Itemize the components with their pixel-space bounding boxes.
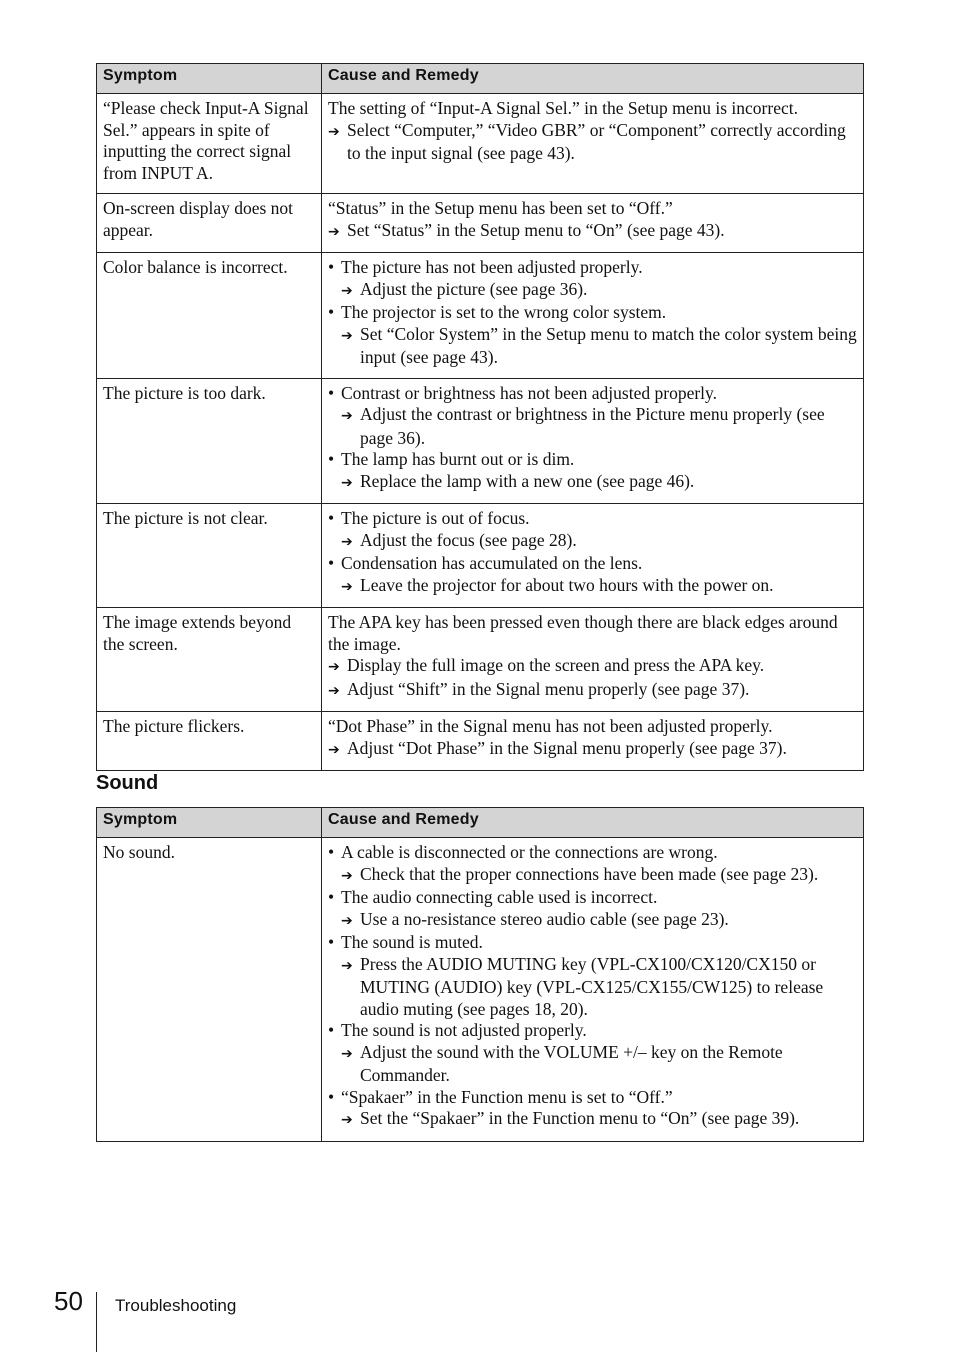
arrow-icon: ➔ xyxy=(328,659,340,675)
footer-divider xyxy=(96,1292,97,1352)
table-header-row xyxy=(97,64,864,94)
line-text: The projector is set to the wrong color system. xyxy=(341,302,667,322)
bullet-icon: • xyxy=(328,932,335,952)
remedy-line xyxy=(328,279,857,303)
table-row xyxy=(97,253,864,379)
arrow-icon: ➔ xyxy=(341,327,353,344)
symptom-cell: “Please check Input-A Signal Sel.” appears in spite of inputting the correct signal from INPUT A. xyxy=(97,94,322,194)
table-row xyxy=(97,378,864,504)
line-text: Adjust the contrast or brightness in the Picture menu properly (see page 36). xyxy=(360,404,825,448)
cause-line xyxy=(328,612,857,655)
remedy-line xyxy=(328,655,857,679)
cause-remedy-column-header: Cause and Remedy xyxy=(322,808,864,838)
line-text: The picture has not been adjusted properly. xyxy=(341,257,643,277)
arrow-icon: ➔ xyxy=(341,408,353,424)
cause-line xyxy=(328,716,857,738)
cause-remedy-cell xyxy=(322,712,864,771)
line-text: “Status” in the Setup menu has been set to “Off.” xyxy=(328,198,673,218)
arrow-icon: ➔ xyxy=(328,223,340,240)
line-text: Adjust “Dot Phase” in the Signal menu properly (see page 37). xyxy=(347,737,787,758)
cause-remedy-column-header: Cause and Remedy xyxy=(322,64,864,94)
line-text: “Dot Phase” in the Signal menu has not been adjusted properly. xyxy=(328,716,773,736)
symptom-cell: No sound. xyxy=(97,838,322,1142)
cause-remedy-cell xyxy=(322,194,864,253)
remedy-line xyxy=(328,471,857,495)
table-row xyxy=(97,608,864,712)
line-text: Contrast or brightness has not been adjusted properly. xyxy=(341,382,718,403)
remedy-line xyxy=(328,324,857,369)
arrow-icon: ➔ xyxy=(341,867,353,884)
symptom-cell: On-screen display does not appear. xyxy=(97,194,322,253)
bullet-icon: • xyxy=(328,1086,335,1107)
symptom-cell: The picture is too dark. xyxy=(97,378,322,504)
arrow-icon: ➔ xyxy=(328,682,340,699)
table-header-row xyxy=(97,808,864,838)
cause-bullet xyxy=(328,449,857,471)
bullet-icon: • xyxy=(328,449,335,469)
line-text: The picture is out of focus. xyxy=(341,508,530,528)
table-row xyxy=(97,504,864,608)
symptom-column-header: Symptom xyxy=(97,808,322,838)
page-number: 50 xyxy=(54,1286,83,1316)
remedy-line xyxy=(328,864,857,888)
sound-section-heading: Sound xyxy=(96,772,159,794)
cause-line xyxy=(328,98,857,120)
table-row xyxy=(97,712,864,771)
bullet-icon: • xyxy=(328,302,335,322)
cause-line xyxy=(328,198,857,220)
bullet-icon: • xyxy=(328,1020,335,1040)
line-text: The lamp has burnt out or is dim. xyxy=(341,449,575,469)
remedy-line xyxy=(328,530,857,554)
arrow-icon: ➔ xyxy=(328,123,340,140)
remedy-line xyxy=(328,575,857,599)
arrow-icon: ➔ xyxy=(341,282,353,299)
remedy-line xyxy=(328,220,857,244)
line-text: Select “Computer,” “Video GBR” or “Component” correctly according to the input signal (see page 43). xyxy=(347,119,846,163)
cause-bullet xyxy=(328,383,857,405)
bullet-icon: • xyxy=(328,257,335,277)
bullet-icon: • xyxy=(328,887,335,907)
remedy-line xyxy=(328,738,857,762)
arrow-icon: ➔ xyxy=(341,533,353,550)
line-text: The setting of “Input-A Signal Sel.” in the Setup menu is incorrect. xyxy=(328,98,798,118)
cause-remedy-cell xyxy=(322,608,864,712)
cause-bullet xyxy=(328,932,857,954)
line-text: Leave the projector for about two hours with the power on. xyxy=(360,574,774,595)
line-text: The sound is muted. xyxy=(341,932,483,952)
line-text: Adjust the picture (see page 36). xyxy=(360,278,588,299)
table-row xyxy=(97,194,864,253)
line-text: Set the “Spakaer” in the Function menu to “On” (see page 39). xyxy=(360,1108,800,1128)
table-row xyxy=(97,94,864,194)
line-text: A cable is disconnected or the connections are wrong. xyxy=(341,842,718,862)
cause-bullet xyxy=(328,553,857,575)
line-text: Set “Status” in the Setup menu to “On” (see page 43). xyxy=(347,219,725,240)
arrow-icon: ➔ xyxy=(341,474,353,491)
cause-remedy-cell xyxy=(322,504,864,608)
symptom-cell: The image extends beyond the screen. xyxy=(97,608,322,712)
sound-troubleshooting-table xyxy=(96,807,864,1142)
line-text: Check that the proper connections have been made (see page 23). xyxy=(360,863,819,884)
video-troubleshooting-table xyxy=(96,63,864,771)
line-text: Replace the lamp with a new one (see page 46). xyxy=(360,470,695,491)
cause-bullet xyxy=(328,842,857,864)
line-text: Adjust the sound with the VOLUME +/– key on the Remote Commander. xyxy=(360,1041,783,1085)
cause-remedy-cell xyxy=(322,378,864,504)
remedy-line xyxy=(328,1042,857,1087)
cause-bullet xyxy=(328,1087,857,1109)
arrow-icon: ➔ xyxy=(341,1045,353,1062)
symptom-column-header: Symptom xyxy=(97,64,322,94)
cause-bullet xyxy=(328,887,857,909)
cause-bullet xyxy=(328,1020,857,1042)
line-text: Use a no-resistance stereo audio cable (see page 23). xyxy=(360,908,729,929)
line-text: Press the AUDIO MUTING key (VPL-CX100/CX120/CX150 or MUTING (AUDIO) key (VPL-CX125/CX155/CW125) to release audio muting (see pages 18, 20). xyxy=(360,953,824,1019)
arrow-icon: ➔ xyxy=(341,957,353,974)
arrow-icon: ➔ xyxy=(328,741,340,758)
remedy-line xyxy=(328,954,857,1021)
line-text: The sound is not adjusted properly. xyxy=(341,1020,587,1040)
cause-remedy-cell xyxy=(322,838,864,1142)
line-text: Set “Color System” in the Setup menu to match the color system being input (see page 43). xyxy=(360,323,857,367)
line-text: The audio connecting cable used is incorrect. xyxy=(341,887,658,907)
remedy-line xyxy=(328,679,857,703)
bullet-icon: • xyxy=(328,508,335,528)
line-text: “Spakaer” in the Function menu is set to “Off.” xyxy=(341,1086,673,1107)
bullet-icon: • xyxy=(328,553,335,573)
symptom-cell: The picture is not clear. xyxy=(97,504,322,608)
arrow-icon: ➔ xyxy=(341,912,353,929)
line-text: Display the full image on the screen and press the APA key. xyxy=(347,655,765,675)
arrow-icon: ➔ xyxy=(341,1112,353,1128)
bullet-icon: • xyxy=(328,842,335,862)
line-text: Condensation has accumulated on the lens. xyxy=(341,553,643,573)
symptom-cell: Color balance is incorrect. xyxy=(97,253,322,379)
remedy-line xyxy=(328,1108,857,1132)
cause-bullet xyxy=(328,257,857,279)
cause-bullet xyxy=(328,508,857,530)
remedy-line xyxy=(328,120,857,165)
symptom-cell: The picture flickers. xyxy=(97,712,322,771)
cause-remedy-cell xyxy=(322,94,864,194)
arrow-icon: ➔ xyxy=(341,578,353,595)
cause-remedy-cell xyxy=(322,253,864,379)
remedy-line xyxy=(328,909,857,933)
bullet-icon: • xyxy=(328,382,335,403)
cause-bullet xyxy=(328,302,857,324)
remedy-line xyxy=(328,404,857,449)
footer-section-name: Troubleshooting xyxy=(115,1296,237,1315)
line-text: Adjust “Shift” in the Signal menu properly (see page 37). xyxy=(347,678,750,699)
table-row xyxy=(97,838,864,1142)
line-text: Adjust the focus (see page 28). xyxy=(360,529,577,550)
line-text: The APA key has been pressed even though there are black edges around the image. xyxy=(328,612,838,654)
